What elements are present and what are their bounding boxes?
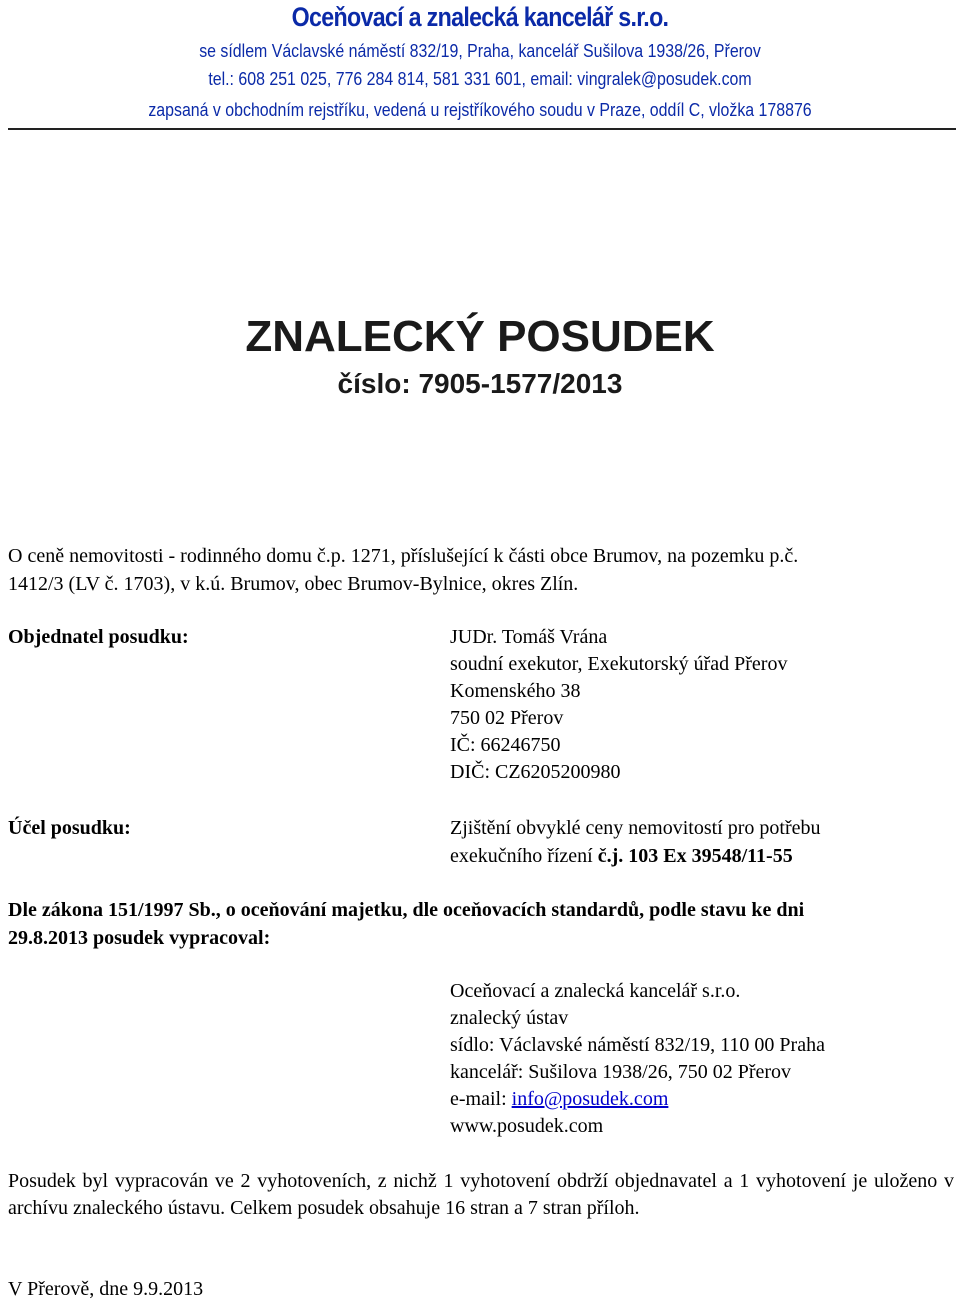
subject-line-1: O ceně nemovitosti - rodinného domu č.p. 1271, příslušející k části obce Brumov, na pozemku p.č. [8,545,799,567]
purpose-proceeding: exekučního řízení [450,845,598,867]
author-email-row [450,1086,825,1113]
client-city: 750 02 Přerov [450,707,564,729]
place-date: V Přerově, dne 9.9.2013 [8,1278,204,1300]
author-block [450,978,825,1140]
law-line-1: Dle zákona 151/1997 Sb., o oceňování majetku, dle oceňovacích standardů, podle stavu ke dni [8,899,805,921]
client-dic: DIČ: CZ6205200980 [450,761,621,783]
purpose-line-2 [450,843,793,870]
company-seat: se sídlem Václavské náměstí 832/19, Praha, kancelář Sušilova 1938/26, Přerov [199,40,761,61]
document-title: ZNALECKÝ POSUDEK [245,312,715,361]
author-office: kancelář: Sušilova 1938/26, 750 02 Přerov [450,1061,792,1083]
client-street: Komenského 38 [450,680,581,702]
law-line-2: 29.8.2013 posudek vypracoval: [8,927,271,949]
client-name: JUDr. Tomáš Vrána [450,626,608,648]
company-registry: zapsaná v obchodním rejstříku, vedená u rejstříkového soudu v Praze, oddíl C, vložka 178876 [148,99,812,120]
case-number: č.j. 103 Ex 39548/11-55 [597,845,793,867]
client-block [450,624,787,786]
author-name: Oceňovací a znalecká kancelář s.r.o. [450,980,741,1002]
subject-line-2: 1412/3 (LV č. 1703), v k.ú. Brumov, obec Brumov-Bylnice, okres Zlín. [8,573,579,595]
client-role: soudní exekutor, Exekutorský úřad Přerov [450,653,788,675]
company-contact: tel.: 608 251 025, 776 284 814, 581 331 601, email: vingralek@posudek.com [208,68,752,89]
closing-paragraph: Posudek byl vypracován ve 2 vyhotoveních, z nichž 1 vyhotovení obdrží objednavatel a 1 vyhotovení je uloženo v archívu znaleckého ústavu. Celkem posudek obsahuje 16 stran a 7 stran příloh. [8,1170,954,1219]
email-link[interactable]: info@posudek.com [511,1088,669,1110]
email-label: e-mail: [450,1088,512,1110]
header-divider [8,128,956,130]
author-seat: sídlo: Václavské náměstí 832/19, 110 00 Praha [450,1034,825,1056]
company-name: Oceňovací a znalecká kancelář s.r.o. [291,2,669,32]
client-label: Objednatel posudku: [8,626,189,648]
purpose-label: Účel posudku: [8,817,131,839]
document-number: číslo: 7905-1577/2013 [337,368,623,399]
purpose-line-1: Zjištění obvyklé ceny nemovitostí pro potřebu [450,817,821,839]
author-web: www.posudek.com [450,1115,604,1137]
client-ic: IČ: 66246750 [450,734,561,756]
author-type: znalecký ústav [450,1007,569,1029]
